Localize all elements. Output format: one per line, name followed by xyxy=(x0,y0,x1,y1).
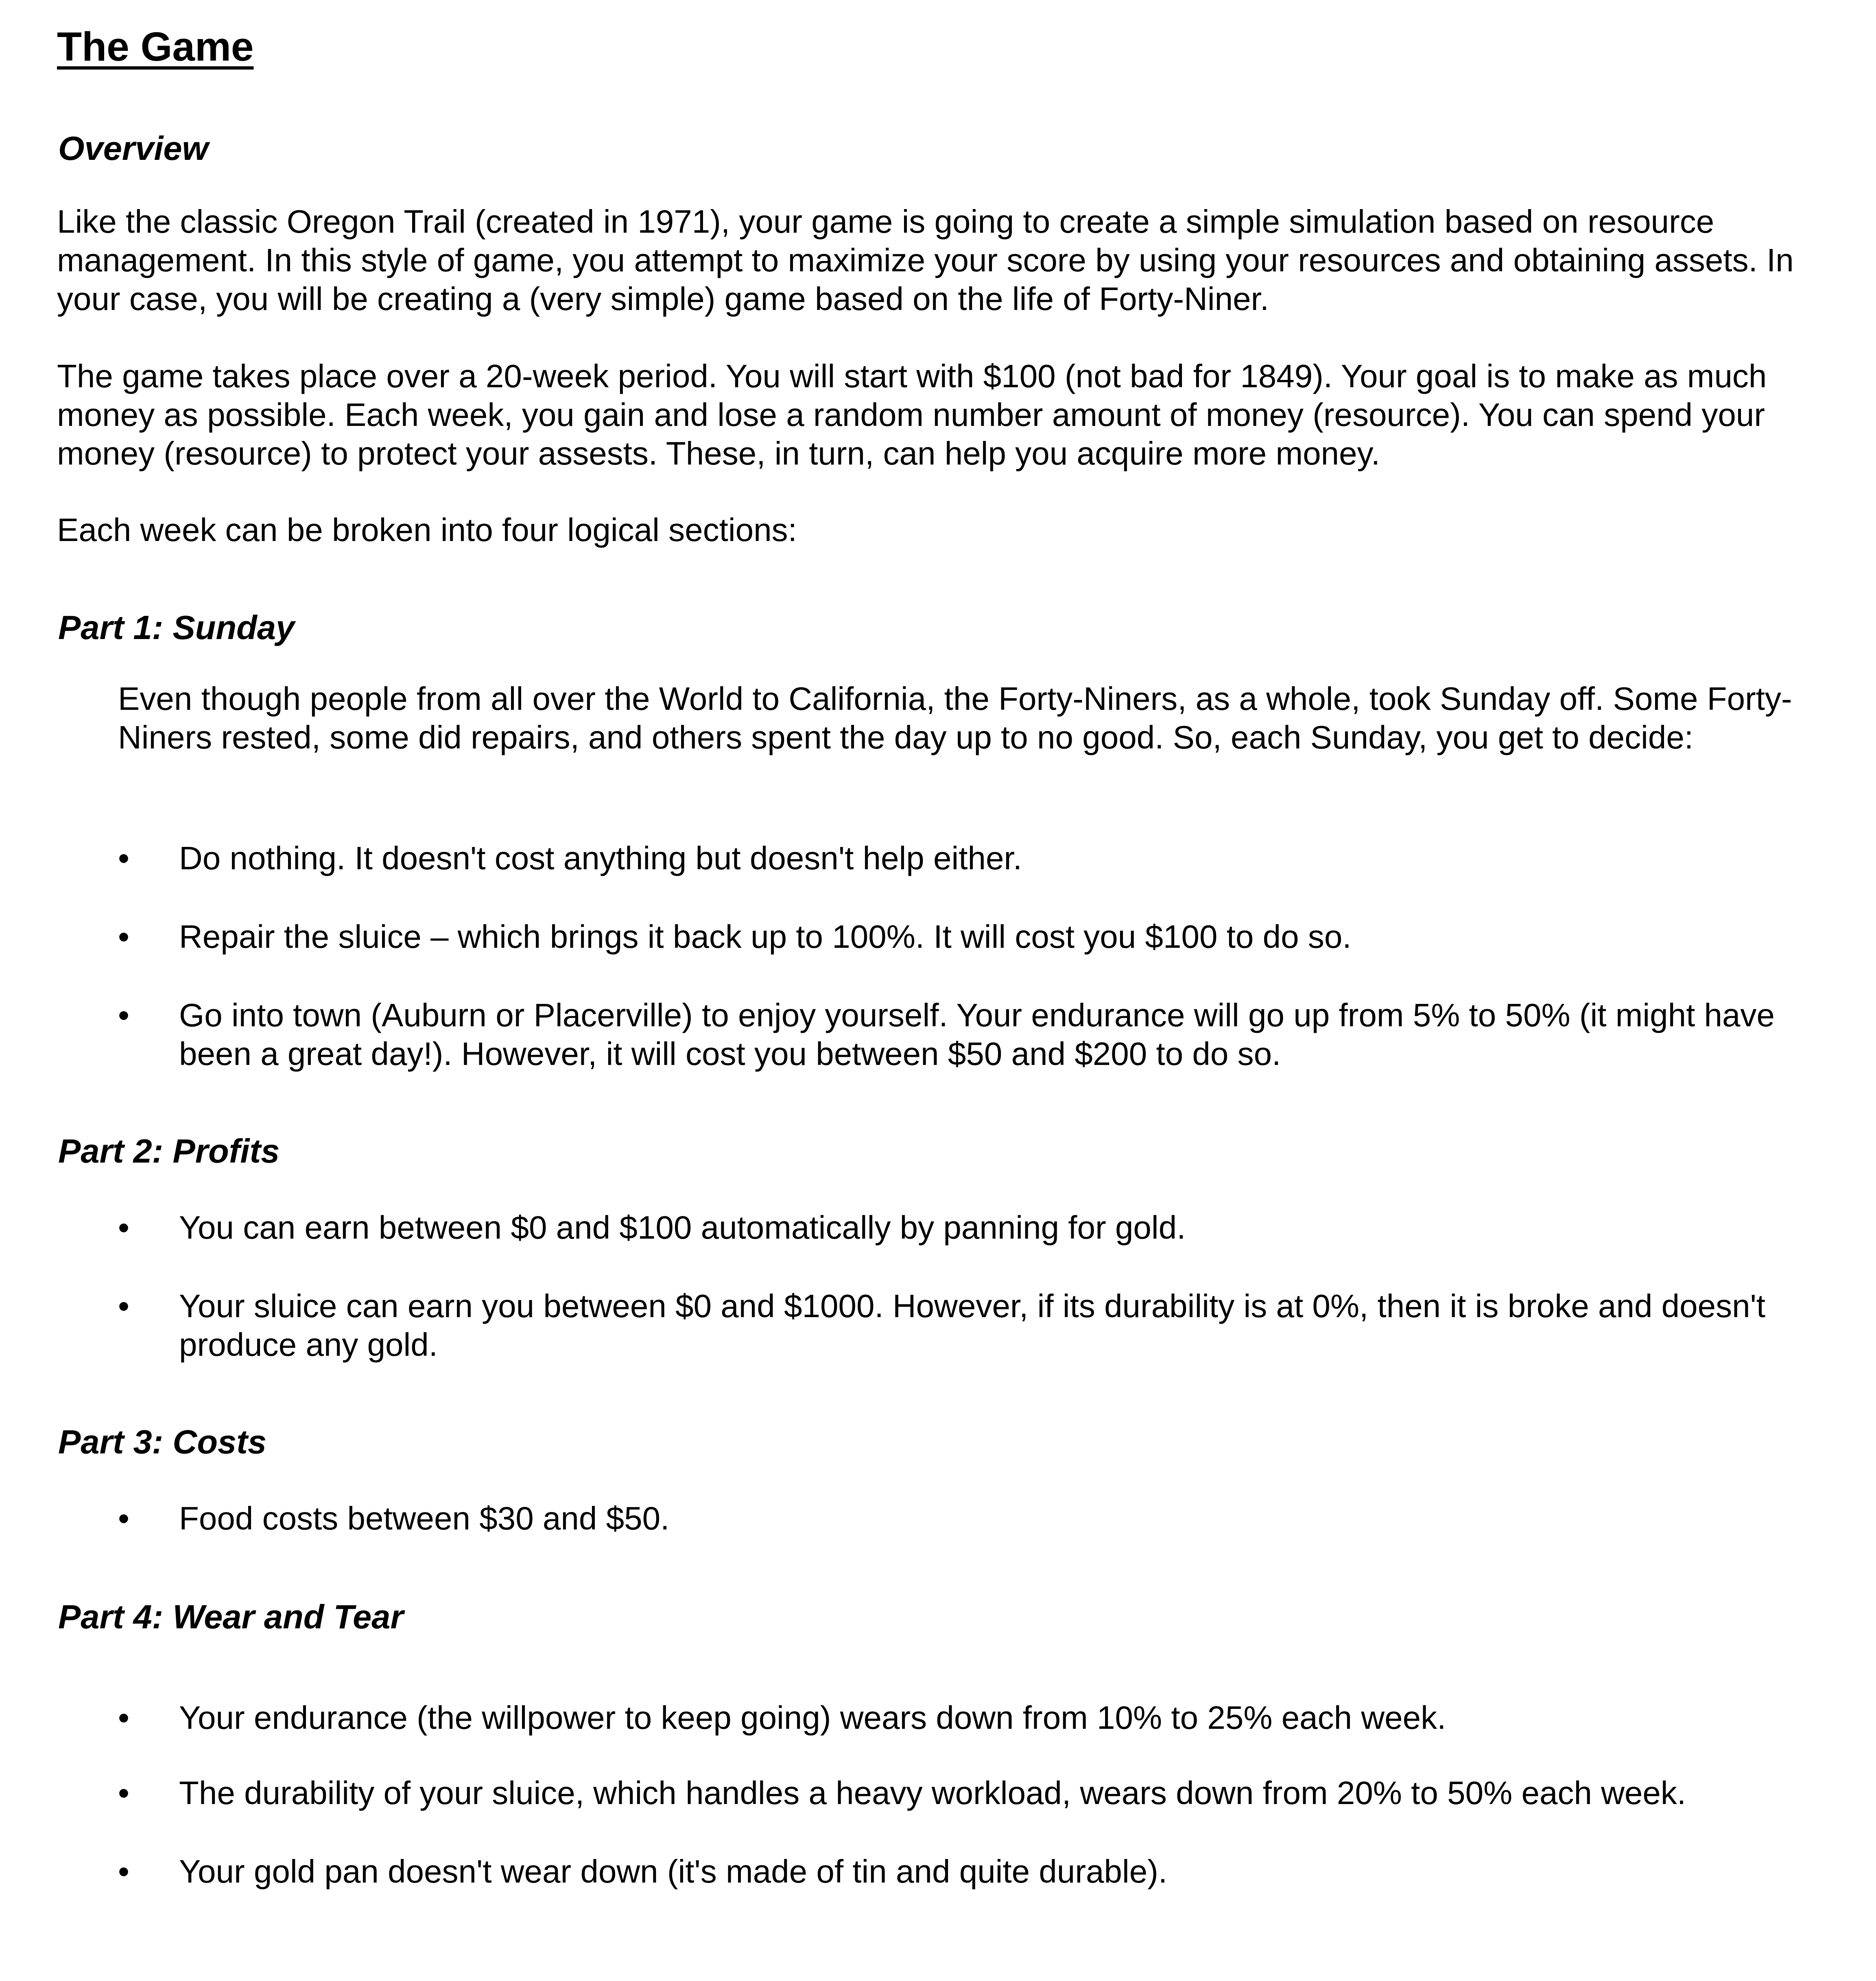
bullet-icon: • xyxy=(118,840,130,876)
overview-paragraph-2: The game takes place over a 20-week period. You will start with $100 (not bad for 1849). Your goal is to make as much money as possible. Each week, you gain and lose a random number amount of money (resource). You can spend your money (resource) to protect your assests. These, in turn, can help you acquire more money. xyxy=(57,358,1767,471)
list-item-text: Repair the sluice – which brings it back up to 100%. It will cost you $100 to do so. xyxy=(179,919,1352,955)
bullet-icon: • xyxy=(118,1209,130,1246)
overview-paragraph-1: Like the classic Oregon Trail (created in 1971), your game is going to create a simple simulation based on resource management. In this style of game, you attempt to maximize your score by using your resources and obtaining assets. In your case, you will be creating a (very simple) game based on the life of Forty-Niner. xyxy=(57,203,1794,317)
bullet-icon: • xyxy=(118,1775,130,1811)
list-item-text: You can earn between $0 and $100 automatically by panning for gold. xyxy=(179,1209,1186,1246)
list-item-text: Do nothing. It doesn't cost anything but doesn't help either. xyxy=(179,840,1022,876)
bullet-icon: • xyxy=(118,1700,130,1736)
section-heading-part-2: Part 2: Profits xyxy=(58,1132,280,1170)
bullet-icon: • xyxy=(118,1500,130,1536)
list-item-text: The durability of your sluice, which handles a heavy workload, wears down from 20% to 50% each week. xyxy=(179,1775,1686,1811)
section-heading-part-3: Part 3: Costs xyxy=(58,1423,266,1461)
page-title: The Game xyxy=(57,24,254,70)
list-item-text: Your endurance (the willpower to keep going) wears down from 10% to 25% each week. xyxy=(179,1700,1446,1736)
bullet-icon: • xyxy=(118,1288,130,1324)
list-item-text: Your gold pan doesn't wear down (it's made of tin and quite durable). xyxy=(179,1853,1168,1889)
list-item-text: Go into town (Auburn or Placerville) to enjoy yourself. Your endurance will go up from 5% to 50% (it might have been a great day!). However, it will cost you between $50 and $200 to do so. xyxy=(179,997,1775,1072)
section-heading-part-4: Part 4: Wear and Tear xyxy=(58,1598,404,1636)
bullet-icon: • xyxy=(118,1853,130,1889)
part-1-intro: Even though people from all over the World to California, the Forty-Niners, as a whole, took Sunday off. Some Forty-Niners rested, some did repairs, and others spent the day up to no good. So, each Sunday, you get to decide: xyxy=(118,681,1792,755)
overview-paragraph-3: Each week can be broken into four logical sections: xyxy=(57,512,797,548)
list-item-text: Food costs between $30 and $50. xyxy=(179,1500,670,1536)
bullet-icon: • xyxy=(118,997,130,1033)
section-heading-part-1: Part 1: Sunday xyxy=(58,609,295,646)
bullet-icon: • xyxy=(118,919,130,955)
list-item-text: Your sluice can earn you between $0 and $1000. However, if its durability is at 0%, then it is broke and doesn't produce any gold. xyxy=(179,1288,1766,1363)
section-heading-overview: Overview xyxy=(58,129,209,167)
